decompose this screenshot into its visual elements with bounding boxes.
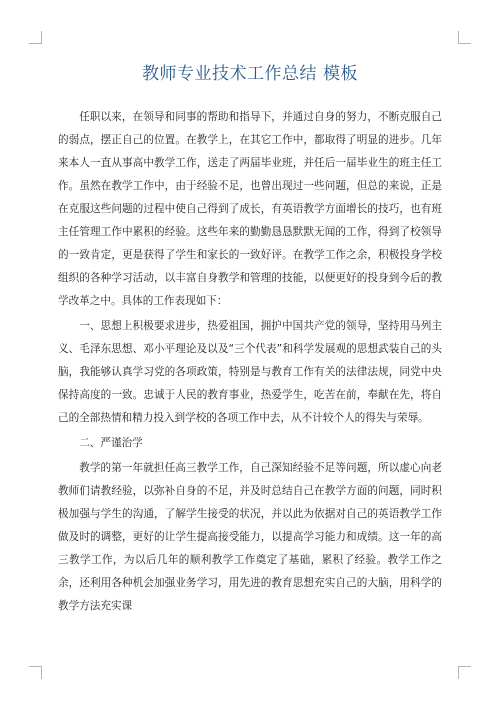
paragraph-intro: 任职以来，在领导和同事的帮助和指导下，并通过自身的努力，不断克服自己的弱点，摆正自己的位置。在教学上，在其它工作中，都取得了明显的进步。几年来本人一直从事高中教学工作，送走了两届毕业班，并任后一届毕业生的班主任工作。虽然在教学工作中，由于经验不足，也曾出现过一些问题，但总的来说，正是在克服这些问题的过程中使自己得到了成长，有英语教学方面增长的技巧，也有班主任管理工作中累积的经验。这些年来的勤勤恳恳默默无闻的工作，得到了校领导的一致肯定，更是获得了学生和家长的一致好评。在教学工作之余，积极投身学校组织的各种学习活动，以丰富自身教学和管理的技能，以便更好的投身到今后的教学改革之中。具体的工作表现如下： <box>58 111 442 307</box>
document-title: 教师专业技术工作总结 模板 <box>142 64 358 84</box>
paragraph-section-2: 教学的第一年就担任高三教学工作，自己深知经验不足等问题，所以虚心向老教师们请教经验，以弥补自身的不足，并及时总结自己在教学方面的问题，同时积极加强与学生的沟通，了解学生接受的状况，并以此为依据对自己的英语教学工作做及时的调整，更好的让学生提高接受能力，以提高学习能力和成绩。这一年的高三教学工作，为以后几年的顺利教学工作奠定了基础，累积了经验。教学工作之余，还利用各种机会加强业务学习，用先进的教育思想充实自己的大脑，用科学的教学方法充实课 <box>58 462 442 612</box>
paragraph-section-1: 一、思想上积极要求进步，热爱祖国，拥护中国共产党的领导，坚持用马列主义、毛泽东思想、邓小平理论及以及“三个代表”和科学发展观的思想武装自己的头脑，我能够认真学习党的各项政策，特别是与教育工作有关的法律法规，同党中央保持高度的一致。忠诚于人民的教育事业，热爱学生，吃苦在前，奉献在先，将自己的全部热情和精力投入到学校的各项工作中去，从不计较个人的得失与荣辱。 <box>58 320 442 424</box>
crop-mark-top-right <box>458 31 471 44</box>
crop-mark-bottom-left <box>29 666 42 679</box>
heading-section-2: 二、严谨治学 <box>79 437 143 449</box>
crop-mark-bottom-right <box>458 666 471 679</box>
crop-mark-top-left <box>29 31 42 44</box>
document-body <box>58 106 442 618</box>
